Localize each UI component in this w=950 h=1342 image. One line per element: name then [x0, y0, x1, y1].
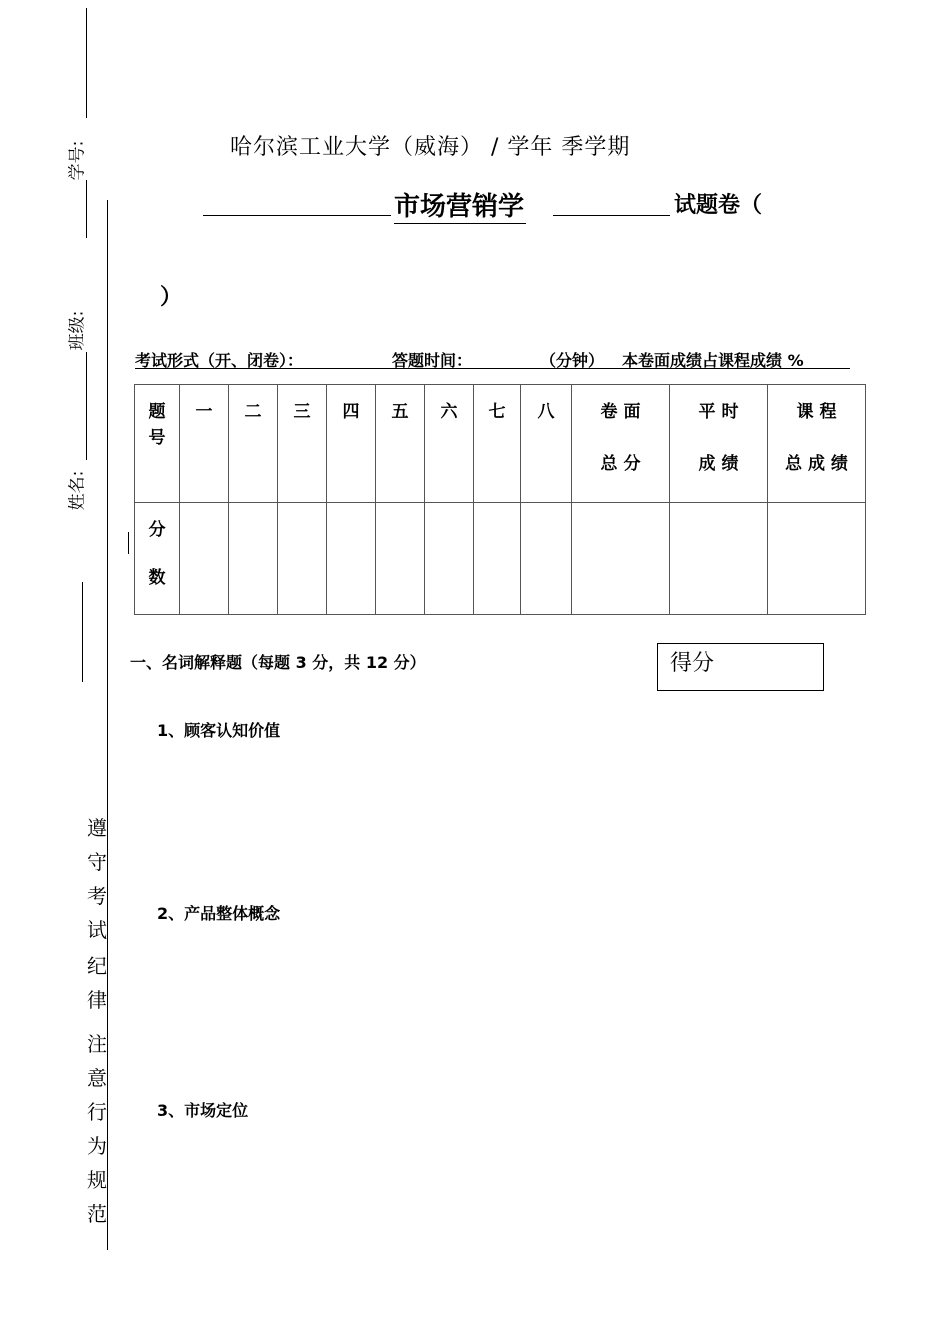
notice-char: 为	[87, 1134, 107, 1158]
notice-char: 范	[87, 1202, 107, 1226]
question-number-header: 题 号	[135, 385, 180, 503]
student-id-line	[86, 180, 87, 238]
notice-char: 守	[87, 850, 107, 874]
notice-char: 试	[87, 918, 107, 942]
col-header: 三	[278, 385, 327, 503]
score-cell[interactable]	[376, 503, 425, 615]
notice-char: 律	[87, 988, 107, 1012]
col-header: 四	[327, 385, 376, 503]
section-title: 一、名词解释题（每题 3 分，共 12 分）	[130, 653, 426, 672]
col-header: 一	[180, 385, 229, 503]
course-underline-left	[203, 215, 391, 216]
notice-char: 纪	[87, 954, 107, 978]
score-cell[interactable]	[229, 503, 278, 615]
score-cell[interactable]	[768, 503, 866, 615]
col-header: 七	[474, 385, 521, 503]
notice-char: 规	[87, 1168, 107, 1192]
name-label: 姓名:	[67, 470, 88, 511]
course-underline-right	[553, 215, 670, 216]
score-cell[interactable]	[327, 503, 376, 615]
university-line: 哈尔滨工业大学（威海） / 学年 季学期	[230, 135, 631, 160]
question-item: 2、产品整体概念	[157, 904, 281, 923]
name-line	[82, 582, 83, 682]
question-item: 1、顾客认知价值	[157, 721, 281, 740]
score-cell[interactable]	[521, 503, 572, 615]
table-row	[135, 503, 866, 615]
table-row	[135, 385, 866, 503]
score-cell[interactable]	[474, 503, 521, 615]
col-header: 二	[229, 385, 278, 503]
notice-char: 注	[87, 1032, 107, 1056]
col-header: 六	[425, 385, 474, 503]
notice-char: 意	[87, 1066, 107, 1090]
exam-info-line	[135, 348, 850, 369]
margin-line-short	[128, 532, 129, 554]
margin-line-main	[107, 200, 108, 1250]
score-cell[interactable]	[180, 503, 229, 615]
notice-char: 行	[87, 1100, 107, 1124]
col-header: 八	[521, 385, 572, 503]
score-row-header: 分 数	[135, 503, 180, 615]
paper-suffix: 试题卷（	[674, 193, 763, 218]
regular-score-header: 平 时 成 绩	[670, 385, 768, 503]
score-table	[134, 384, 866, 615]
score-cell[interactable]	[425, 503, 474, 615]
exam-minutes: （分钟）	[540, 351, 605, 370]
paper-total-header: 卷 面 总 分	[572, 385, 670, 503]
exam-time: 答题时间：	[392, 351, 473, 370]
course-name: 市场营销学	[394, 186, 526, 224]
paper-close: ）	[160, 285, 183, 310]
student-id-label: 学号:	[67, 140, 88, 181]
exam-form: 考试形式（开、闭卷）：	[135, 351, 304, 370]
score-box-label: 得分	[670, 651, 715, 676]
class-label: 班级:	[67, 310, 88, 351]
exam-weight: 本卷面成绩占课程成绩 %	[622, 351, 804, 370]
notice-char: 遵	[87, 816, 107, 840]
notice-char: 考	[87, 884, 107, 908]
margin-line-top	[86, 8, 87, 118]
score-cell[interactable]	[572, 503, 670, 615]
class-line	[86, 352, 87, 460]
score-cell[interactable]	[278, 503, 327, 615]
score-cell[interactable]	[670, 503, 768, 615]
col-header: 五	[376, 385, 425, 503]
question-item: 3、市场定位	[157, 1101, 249, 1120]
course-total-header: 课 程 总 成 绩	[768, 385, 866, 503]
score-box[interactable]	[657, 643, 824, 691]
